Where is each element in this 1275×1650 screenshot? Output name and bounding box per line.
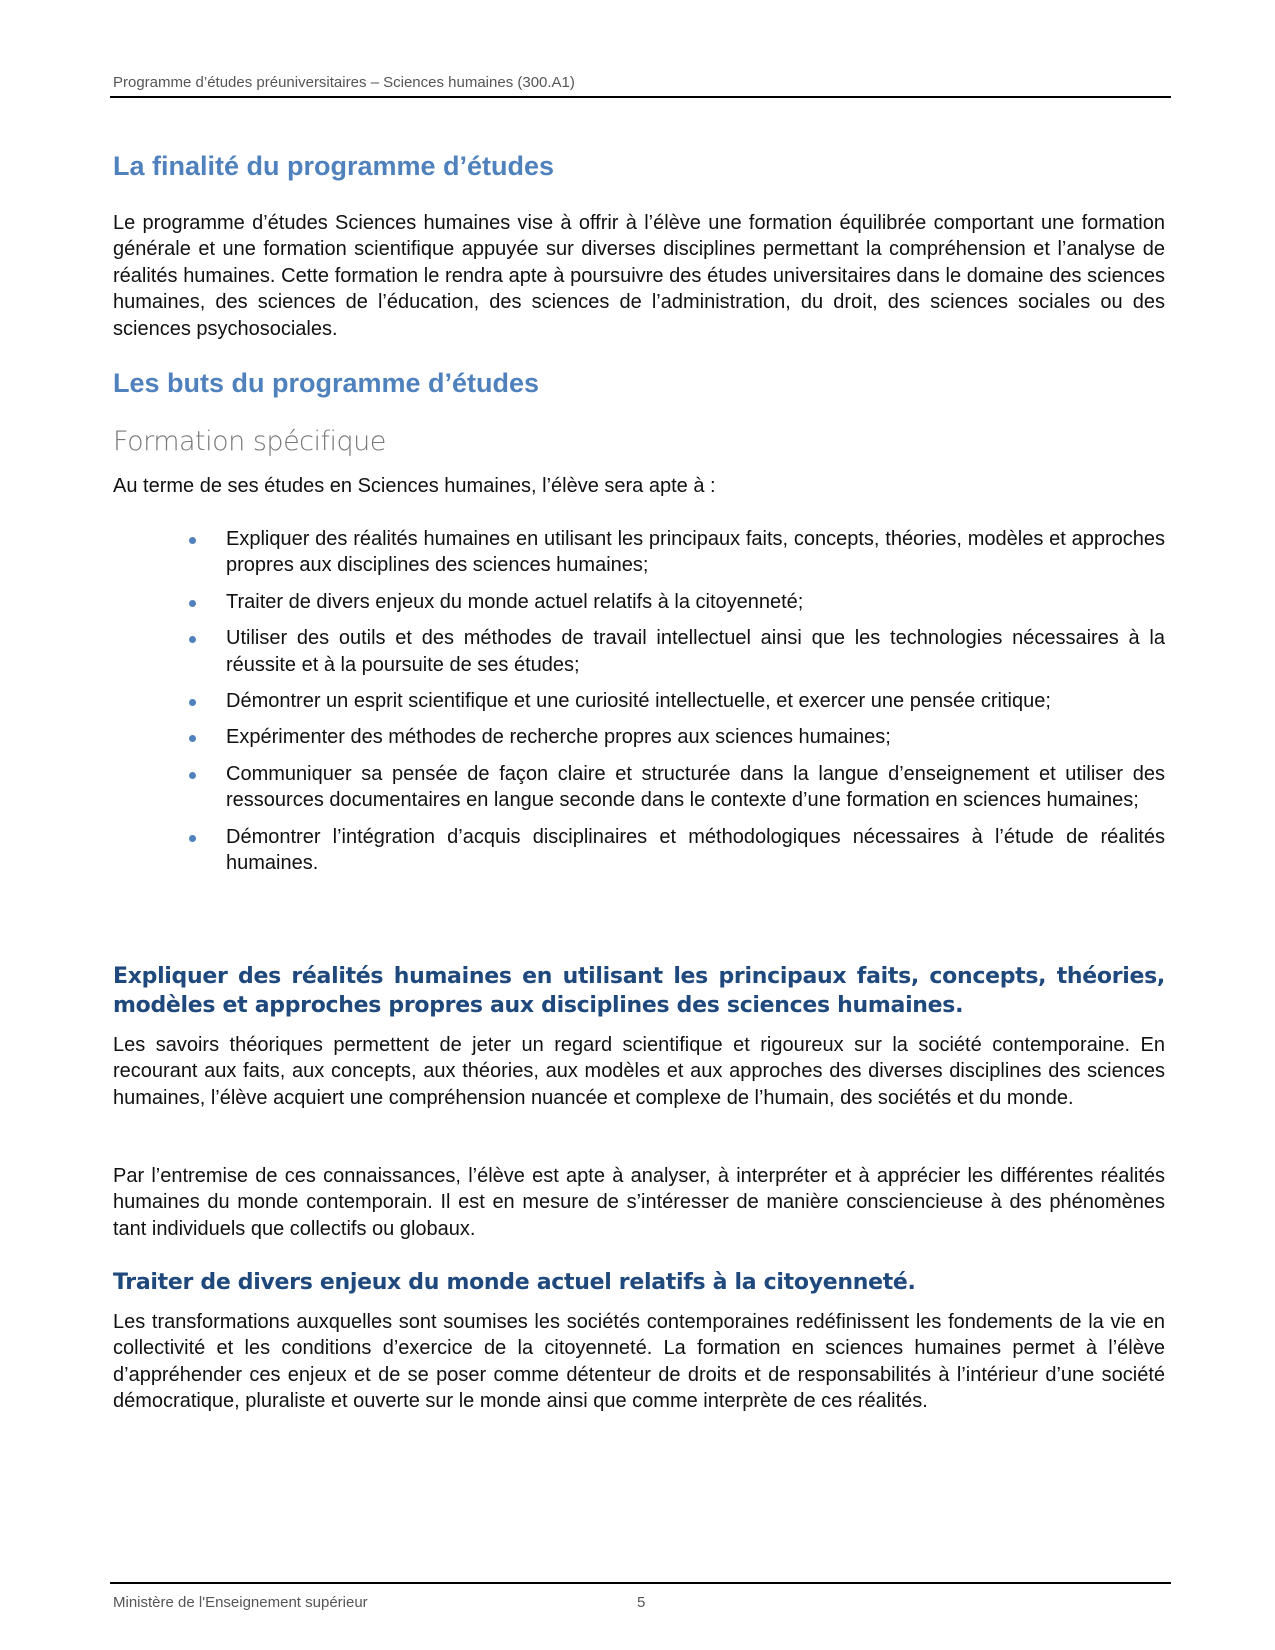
list-item bbox=[113, 724, 1165, 750]
list-item bbox=[113, 688, 1165, 714]
list-item-text: Traiter de divers enjeux du monde actuel relatifs à la citoyenneté; bbox=[226, 590, 804, 613]
expliquer-paragraph-1: Les savoirs théoriques permettent de jeter un regard scientifique et rigoureux sur la société contemporaine. En recourant aux faits, aux concepts, aux théories, aux modèles et aux approches des diverses disciplines des sciences humaines, l’élève acquiert une compréhension nuancée et complexe de l’humain, des sociétés et du monde. bbox=[113, 1034, 1165, 1109]
list-item bbox=[113, 526, 1165, 579]
page-number: 5 bbox=[637, 1594, 646, 1611]
bullet-icon bbox=[189, 537, 196, 544]
footer-publisher: Ministère de l'Enseignement supérieur bbox=[113, 1594, 368, 1611]
list-item-text: Expliquer des réalités humaines en utilisant les principaux faits, concepts, théories, modèles et approches propres aux disciplines des sciences humaines; bbox=[226, 528, 1165, 577]
list-item-text: Communiquer sa pensée de façon claire et structurée dans la langue d’enseignement et utiliser des ressources documentaires en langue seconde dans le contexte d’une formation en sciences humaines; bbox=[226, 762, 1165, 812]
list-item bbox=[113, 761, 1165, 814]
list-item bbox=[113, 824, 1165, 877]
running-header: Programme d’études préuniversitaires – Sciences humaines (300.A1) bbox=[113, 74, 575, 91]
bullet-icon bbox=[189, 600, 196, 607]
list-item-text: Utiliser des outils et des méthodes de travail intellectuel ainsi que les technologies nécessaires à la réussite et à la poursuite de ses études; bbox=[226, 627, 1165, 676]
goals-list bbox=[113, 526, 1165, 886]
list-item-text: Démontrer un esprit scientifique et une curiosité intellectuelle, et exercer une pensée critique; bbox=[226, 690, 1051, 713]
subheading-formation-specifique: Formation spécifique bbox=[113, 426, 386, 457]
subsection-heading-expliquer: Expliquer des réalités humaines en utilisant les principaux faits, concepts, théories, modèles et approches propres aux disciplines des sciences humaines. bbox=[113, 964, 1165, 1018]
list-item bbox=[113, 625, 1165, 678]
list-item-text: Expérimenter des méthodes de recherche propres aux sciences humaines; bbox=[226, 726, 891, 749]
bullet-icon bbox=[189, 636, 196, 643]
list-item bbox=[113, 589, 1165, 615]
expliquer-paragraph-2: Par l’entremise de ces connaissances, l’élève est apte à analyser, à interpréter et à apprécier les différentes réalités humaines du monde contemporain. Il est en mesure de s’intéresser de manière consciencieuse à des phénomènes tant individuels que collectifs ou globaux. bbox=[113, 1165, 1165, 1240]
buts-intro: Au terme de ses études en Sciences humaines, l’élève sera apte à : bbox=[113, 475, 716, 497]
traiter-paragraph: Les transformations auxquelles sont soumises les sociétés contemporaines redéfinissent les fondements de la vie en collectivité et les conditions d’exercice de la citoyenneté. La formation en sciences humaines permet à l’élève d’appréhender ces enjeux et de se poser comme détenteur de droits et de responsabilités à l’intérieur d’une société démocratique, pluraliste et ouverte sur le monde ainsi que comme interprète de ces réalités. bbox=[113, 1311, 1165, 1413]
subsection-heading-traiter: Traiter de divers enjeux du monde actuel relatifs à la citoyenneté. bbox=[113, 1270, 916, 1295]
header-rule bbox=[110, 96, 1171, 98]
section-heading-buts: Les buts du programme d’études bbox=[113, 368, 540, 398]
bullet-icon bbox=[189, 735, 196, 742]
bullet-icon bbox=[189, 835, 196, 842]
list-item-text: Démontrer l’intégration d’acquis disciplinaires et méthodologiques nécessaires à l’étude de réalités humaines. bbox=[226, 825, 1165, 875]
finalite-paragraph: Le programme d’études Sciences humaines vise à offrir à l’élève une formation équilibrée comportant une formation générale et une formation scientifique appuyée sur diverses disciplines permettant la compréhension et l’analyse de réalités humaines. Cette formation le rendra apte à poursuivre des études universitaires dans le domaine des sciences humaines, des sciences de l’éducation, des sciences de l’administration, du droit, des sciences sociales ou des sciences psychosociales. bbox=[113, 212, 1165, 340]
bullet-icon bbox=[189, 772, 196, 779]
bullet-icon bbox=[189, 699, 196, 706]
section-heading-finalite: La finalité du programme d’études bbox=[113, 151, 555, 181]
footer-rule bbox=[110, 1582, 1171, 1584]
